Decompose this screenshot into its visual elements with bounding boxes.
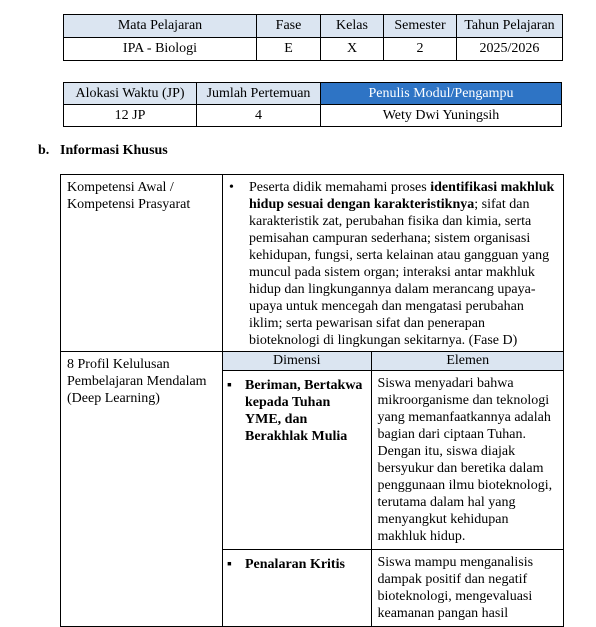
dimensi-text: Penalaran Kritis [245, 557, 345, 572]
value-kelas: X [321, 38, 384, 61]
header-dimensi: Dimensi [223, 352, 371, 371]
value-mata-pelajaran: IPA - Biologi [64, 38, 257, 61]
dimensi-elemen-header-row [223, 352, 564, 371]
kompetensi-label-line1: Kompetensi Awal / [67, 180, 174, 195]
kompetensi-text-bold: identifikasi makhluk hidup sesuai dengan karakteristiknya [249, 180, 555, 212]
header-elemen: Elemen [371, 352, 564, 371]
kompetensi-label-line2: Kompetensi Prasyarat [67, 197, 191, 212]
allocation-value-row [64, 105, 562, 127]
allocation-header-row [64, 83, 562, 105]
kompetensi-text [249, 179, 559, 349]
bullet-icon: • [229, 180, 234, 195]
profil-row [61, 352, 564, 627]
square-bullet-icon: ▪ [227, 557, 232, 572]
value-semester: 2 [384, 38, 457, 61]
header-jumlah-pertemuan: Jumlah Pertemuan [197, 83, 321, 105]
profil-label-line2: Pembelajaran Mendalam [67, 374, 207, 389]
table-row [223, 550, 564, 627]
section-number: b. [38, 143, 50, 158]
header-semester: Semester [384, 15, 457, 38]
header-kelas: Kelas [321, 15, 384, 38]
header-alokasi-waktu: Alokasi Waktu (JP) [64, 83, 197, 105]
allocation-table [63, 82, 562, 127]
kompetensi-row [61, 175, 564, 352]
elemen-cell: Siswa mampu menganalisis dampak positif dan negatif bioteknologi, mengevaluasi keamanan pangan hasil [371, 550, 564, 627]
table-row [223, 371, 564, 550]
section-heading [38, 143, 168, 159]
dimensi-elemen-table [223, 352, 564, 626]
subject-info-table [63, 14, 563, 61]
section-title: Informasi Khusus [60, 143, 168, 158]
value-alokasi-waktu: 12 JP [64, 105, 197, 127]
elemen-cell: Siswa menyadari bahwa mikroorganisme dan teknologi yang memanfaatkannya adalah bagian dari ciptaan Tuhan. Dengan itu, siswa diajak bersyukur dan beretika dalam penggunaan ilmu bioteknologi, terutama dalam hal yang menyangkut kehidupan makhluk hidup. [371, 371, 564, 550]
kompetensi-text-rest: ; sifat dan karakteristik zat, perubahan fisika dan kimia, serta pemisahan campuran sederhana; sistem organisasi kehidupan, fungsi, serta kelainan atau gangguan yang muncul pada sistem organ; interaksi antar makhluk hidup dan lingkungannya dalam merancang upaya-upaya untuk mencegah dan mengatasi perubahan iklim; serta pewarisan sifat dan penerapan bioteknologi di lingkungan sekitarnya. (Fase D) [249, 197, 550, 348]
value-fase: E [257, 38, 321, 61]
profil-label-line3: (Deep Learning) [67, 391, 160, 406]
value-jumlah-pertemuan: 4 [197, 105, 321, 127]
profil-label-line1: 8 Profil Kelulusan [67, 357, 170, 372]
header-penulis-modul: Penulis Modul/Pengampu [321, 83, 562, 105]
square-bullet-icon: ▪ [227, 378, 232, 393]
header-mata-pelajaran: Mata Pelajaran [64, 15, 257, 38]
dimensi-cell [223, 371, 371, 550]
header-tahun-pelajaran: Tahun Pelajaran [457, 15, 563, 38]
value-tahun-pelajaran: 2025/2026 [457, 38, 563, 61]
subject-info-header-row [64, 15, 563, 38]
subject-info-value-row [64, 38, 563, 61]
dimensi-cell [223, 550, 371, 627]
value-penulis-modul: Wety Dwi Yuningsih [321, 105, 562, 127]
kompetensi-label [61, 175, 223, 352]
informasi-khusus-table [60, 174, 564, 627]
kompetensi-content [223, 175, 564, 352]
header-fase: Fase [257, 15, 321, 38]
dimensi-text: Beriman, Bertakwa kepada Tuhan YME, dan Berakhlak Mulia [245, 378, 363, 444]
profil-content [223, 352, 564, 627]
profil-label [61, 352, 223, 627]
kompetensi-text-intro: Peserta didik memahami proses [249, 180, 431, 195]
